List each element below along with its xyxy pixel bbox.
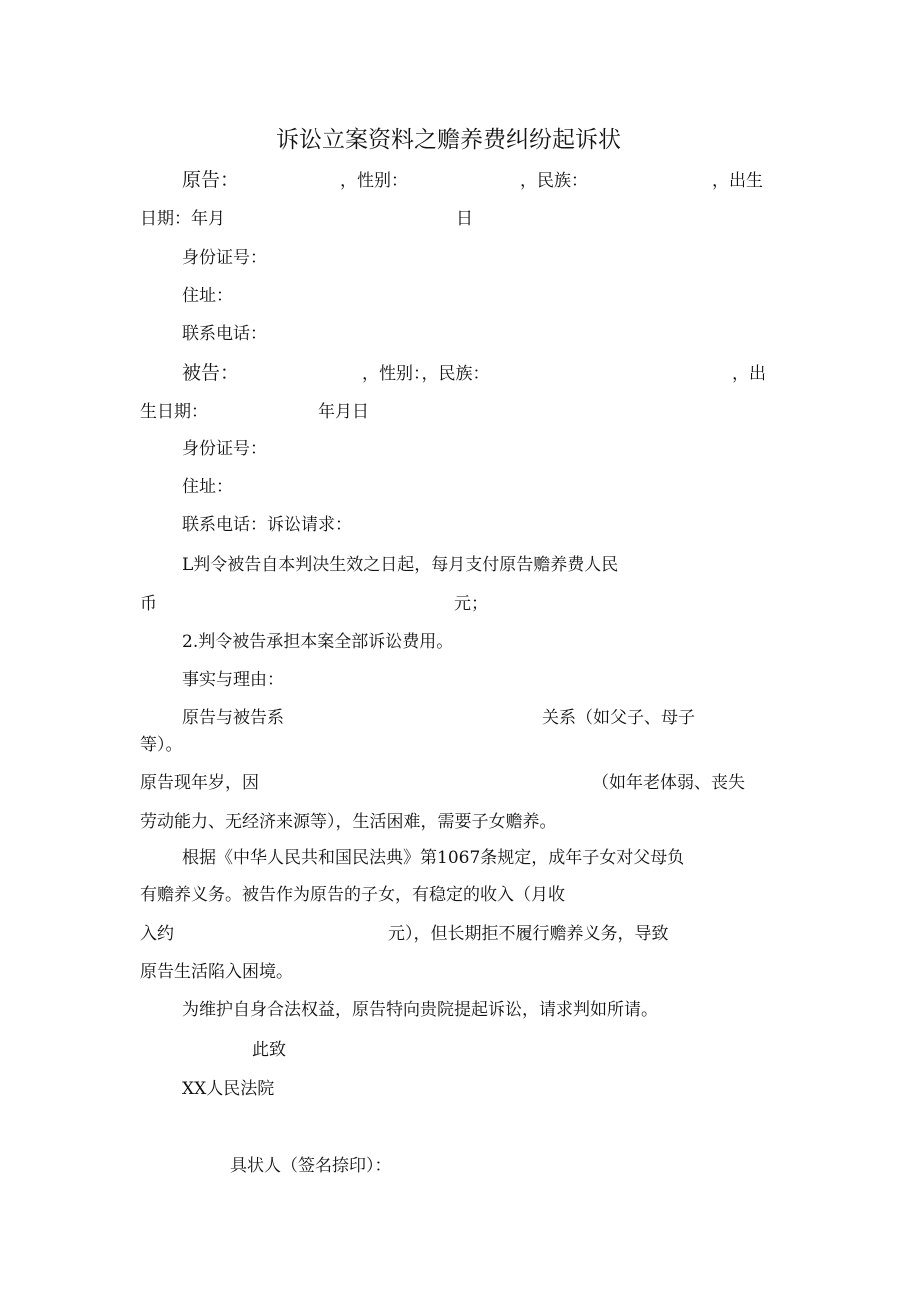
plaintiff-ethnicity-label: ，民族： (520, 171, 588, 191)
plaintiff-id-label: 身份证号： (182, 248, 267, 268)
plaintiff-birth-label-b: 日期：年月 (140, 209, 225, 229)
facts-p1-end: 等）。 (140, 735, 183, 755)
defendant-label: 被告： (182, 362, 240, 384)
facts-p2-end: 劳动能力、无经济来源等），生活困难，需要子女赡养。 (140, 812, 557, 832)
defendant-gender-ethnicity-label: ，性别：，民族： (362, 364, 490, 384)
plaintiff-address-label: 住址： (182, 286, 233, 306)
facts-p1-start: 原告与被告系 (182, 708, 284, 728)
court-name: XX人民法院 (182, 1079, 275, 1099)
facts-p3-line-3-end: 元），但长期拒不履行赡养义务，导致 (388, 924, 669, 944)
defendant-birth-label-a: ，出 (732, 364, 766, 384)
defendant-address-label: 住址： (182, 477, 233, 497)
plaintiff-gender-label: ，性别： (340, 171, 408, 191)
facts-heading: 事实与理由： (182, 670, 284, 690)
claim-1-amount-unit: 元； (454, 594, 488, 614)
claim-2: 2.判令被告承担本案全部诉讼费用。 (182, 632, 454, 652)
signer-label: 具状人（签名捺印）： (230, 1156, 392, 1176)
facts-p2-start: 原告现年岁，因 (140, 773, 259, 793)
facts-p3-line-2: 有赡养义务。被告作为原告的子女，有稳定的收入（月收 (140, 885, 565, 905)
defendant-phone-and-claims-heading: 联系电话：诉讼请求： (182, 515, 352, 535)
facts-p4: 为维护自身合法权益，原告特向贵院提起诉讼，请求判如所请。 (182, 1000, 658, 1020)
page-title: 诉讼立案资料之赡养费纠纷起诉状 (276, 127, 621, 153)
plaintiff-label: 原告： (182, 169, 240, 191)
claim-1-line-1: L判令被告自本判决生效之日起，每月支付原告赡养费人民 (182, 555, 619, 575)
claim-1-line-2: 币 (140, 594, 157, 614)
facts-p3-line-1: 根据《中华人民共和国民法典》第1067条规定，成年子女对父母负 (182, 848, 685, 868)
defendant-birth-date: 年月日 (318, 402, 369, 422)
facts-p3-line-4: 原告生活陷入困境。 (140, 962, 293, 982)
defendant-birth-label-b: 生日期： (140, 402, 208, 422)
plaintiff-phone-label: 联系电话： (182, 324, 267, 344)
facts-p1-relation: 关系（如父子、母子 (542, 708, 695, 728)
plaintiff-birth-day: 日 (456, 209, 473, 229)
facts-p3-line-3-start: 入约 (140, 924, 174, 944)
facts-p2-example: （如年老体弱、丧失 (592, 773, 745, 793)
plaintiff-birth-label-a: ，出生 (712, 171, 763, 191)
closing-greeting: 此致 (252, 1040, 286, 1060)
defendant-id-label: 身份证号： (182, 439, 267, 459)
